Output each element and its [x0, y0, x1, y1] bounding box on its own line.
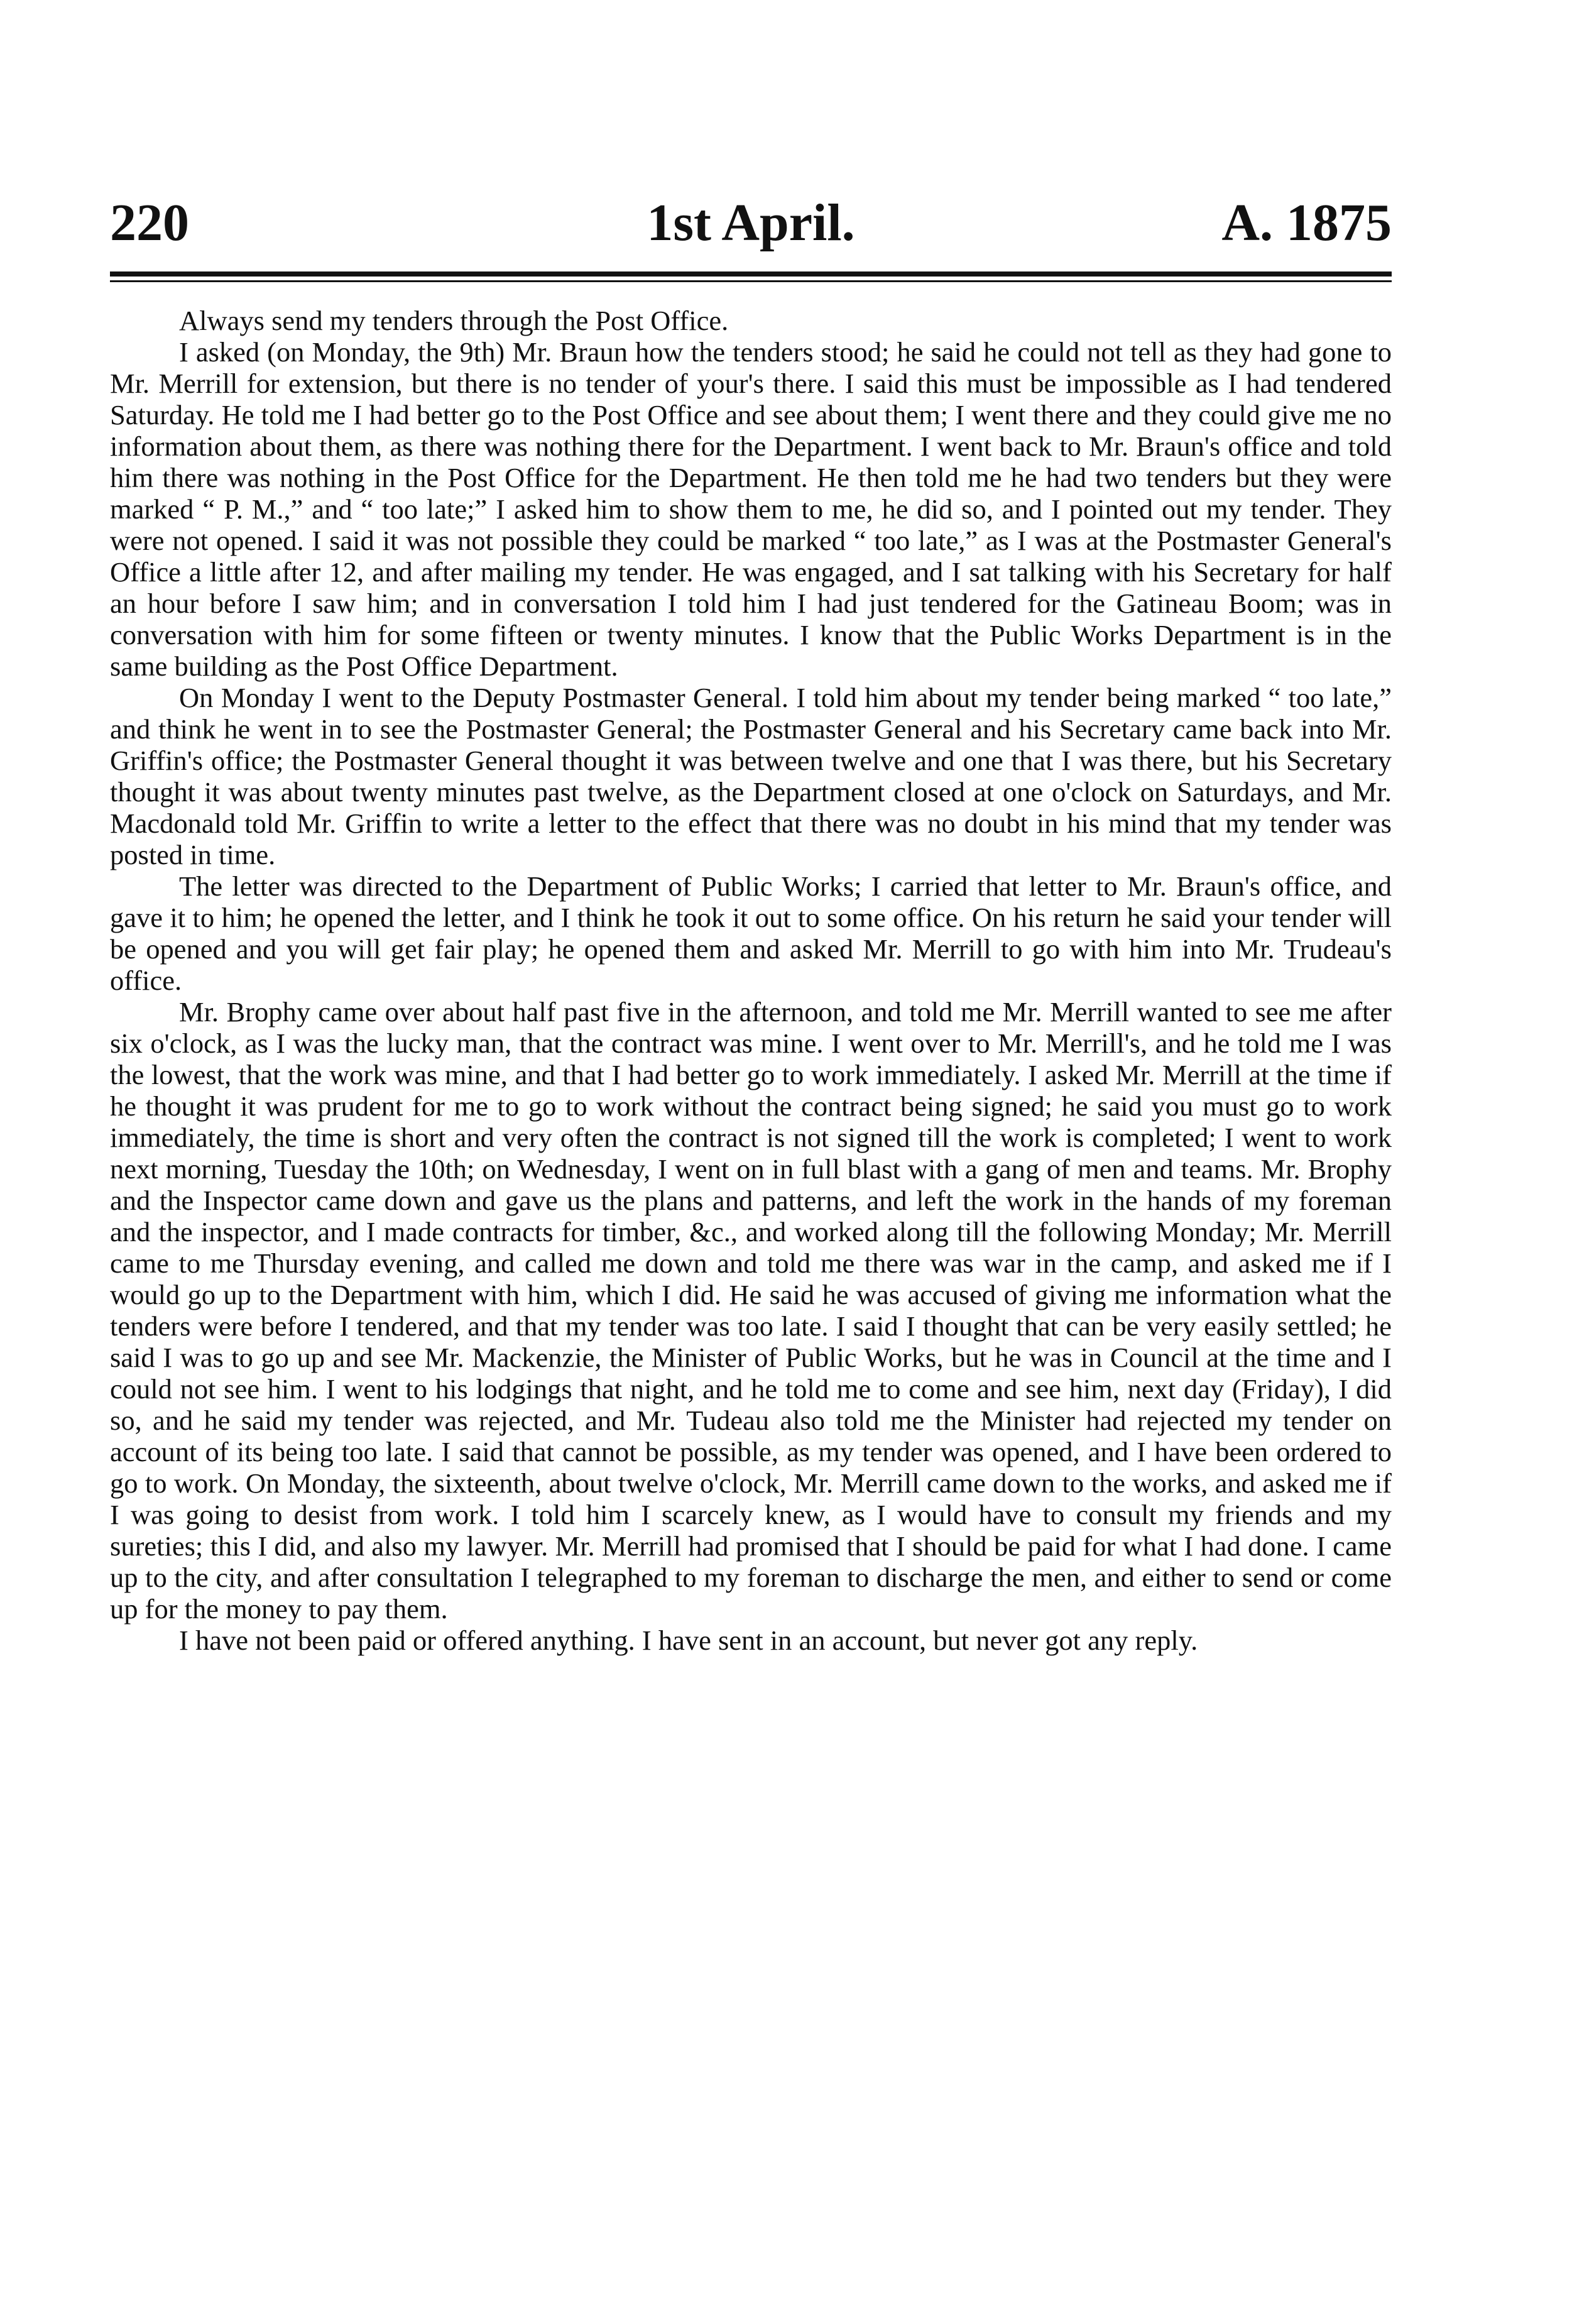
page-number: 220: [110, 194, 189, 252]
paragraph: Mr. Brophy came over about half past five in the afternoon, and told me Mr. Merrill wanted to see me after six o'clock, as I was the lucky man, that the contract was mine. I went over to Mr. Merrill's, and he told me I was the lowest, that the work was mine, and that I had better go to work immediately. I asked Mr. Merrill at the time if he thought it was prudent for me to go to work without the contract being signed; he said you must go to work immediately, the time is short and very often the contract is not signed till the work is completed; I went to work next morning, Tuesday the 10th; on Wednesday, I went on in full blast with a gang of men and teams. Mr. Brophy and the Inspector came down and gave us the plans and patterns, and left the work in the hands of my foreman and the inspector, and I made contracts for timber, &c., and worked along till the following Monday; Mr. Merrill came to me Thursday evening, and called me down and told me there was war in the camp, and asked me if I would go up to the Department with him, which I did. He said he was accused of giving me information what the tenders were before I tendered, and that my tender was too late. I said I thought that can be very easily settled; he said I was to go up and see Mr. Mackenzie, the Minister of Public Works, but he was in Council at the time and I could not see him. I went to his lodgings that night, and he told me to come and see him, next day (Friday), I did so, and he said my tender was rejected, and Mr. Tudeau also told me the Minister had rejected my tender on account of its being too late. I said that cannot be possible, as my tender was opened, and I have been ordered to go to work. On Monday, the sixteenth, about twelve o'clock, Mr. Merrill came down to the works, and asked me if I was going to desist from work. I told him I scarcely knew, as I would have to consult my friends and my sureties; this I did, and also my lawyer. Mr. Merrill had promised that I should be paid for what I had done. I came up to the city, and after consultation I telegraphed to my foreman to discharge the men, and either to send or come up for the money to pay them.: [110, 996, 1392, 1625]
header-date: 1st April.: [647, 194, 855, 252]
paragraph: Always send my tenders through the Post Office.: [179, 305, 729, 336]
paragraph: I have not been paid or offered anything. I have sent in an account, but never got any reply.: [179, 1625, 1198, 1656]
paragraph: The letter was directed to the Department of Public Works; I carried that letter to Mr. Braun's office, and gave it to him; he opened the letter, and I think he took it out to some office. On his return he said your tender will be opened and you will get fair play; he opened them and asked Mr. Merrill to go with him into Mr. Trudeau's office.: [110, 870, 1392, 996]
header-rule-thick: [110, 271, 1392, 277]
paragraph: I asked (on Monday, the 9th) Mr. Braun how the tenders stood; he said he could not tell as they had gone to Mr. Merrill for extension, but there is no tender of your's there. I said this must be impossible as I had tendered Saturday. He told me I had better go to the Post Office and see about them; I went there and they could give me no information about them, as there was nothing there for the Department. I went back to Mr. Braun's office and told him there was nothing in the Post Office for the Department. He then told me he had two tenders but they were marked “ P. M.,” and “ too late;” I asked him to show them to me, he did so, and I pointed out my tender. They were not opened. I said it was not possible they could be marked “ too late,” as I was at the Postmaster General's Office a little after 12, and after mailing my tender. He was engaged, and I sat talking with his Secretary for half an hour before I saw him; and in conversation I told him I had just tendered for the Gatineau Boom; was in conversation with him for some fifteen or twenty minutes. I know that the Public Works Department is in the same building as the Post Office Department.: [110, 336, 1392, 682]
header-year: A. 1875: [1221, 194, 1392, 252]
paragraph: On Monday I went to the Deputy Postmaster General. I told him about my tender being marked “ too late,” and think he went in to see the Postmaster General; the Postmaster General and his Secretary came back into Mr. Griffin's office; the Postmaster General thought it was between twelve and one that I was there, but his Secretary thought it was about twenty minutes past twelve, as the Department closed at one o'clock on Saturdays, and Mr. Macdonald told Mr. Griffin to write a letter to the effect that there was no doubt in his mind that my tender was posted in time.: [110, 682, 1392, 870]
header-rule-thin: [110, 280, 1392, 282]
page-header: [110, 189, 1392, 258]
body-text: [110, 305, 1392, 1656]
